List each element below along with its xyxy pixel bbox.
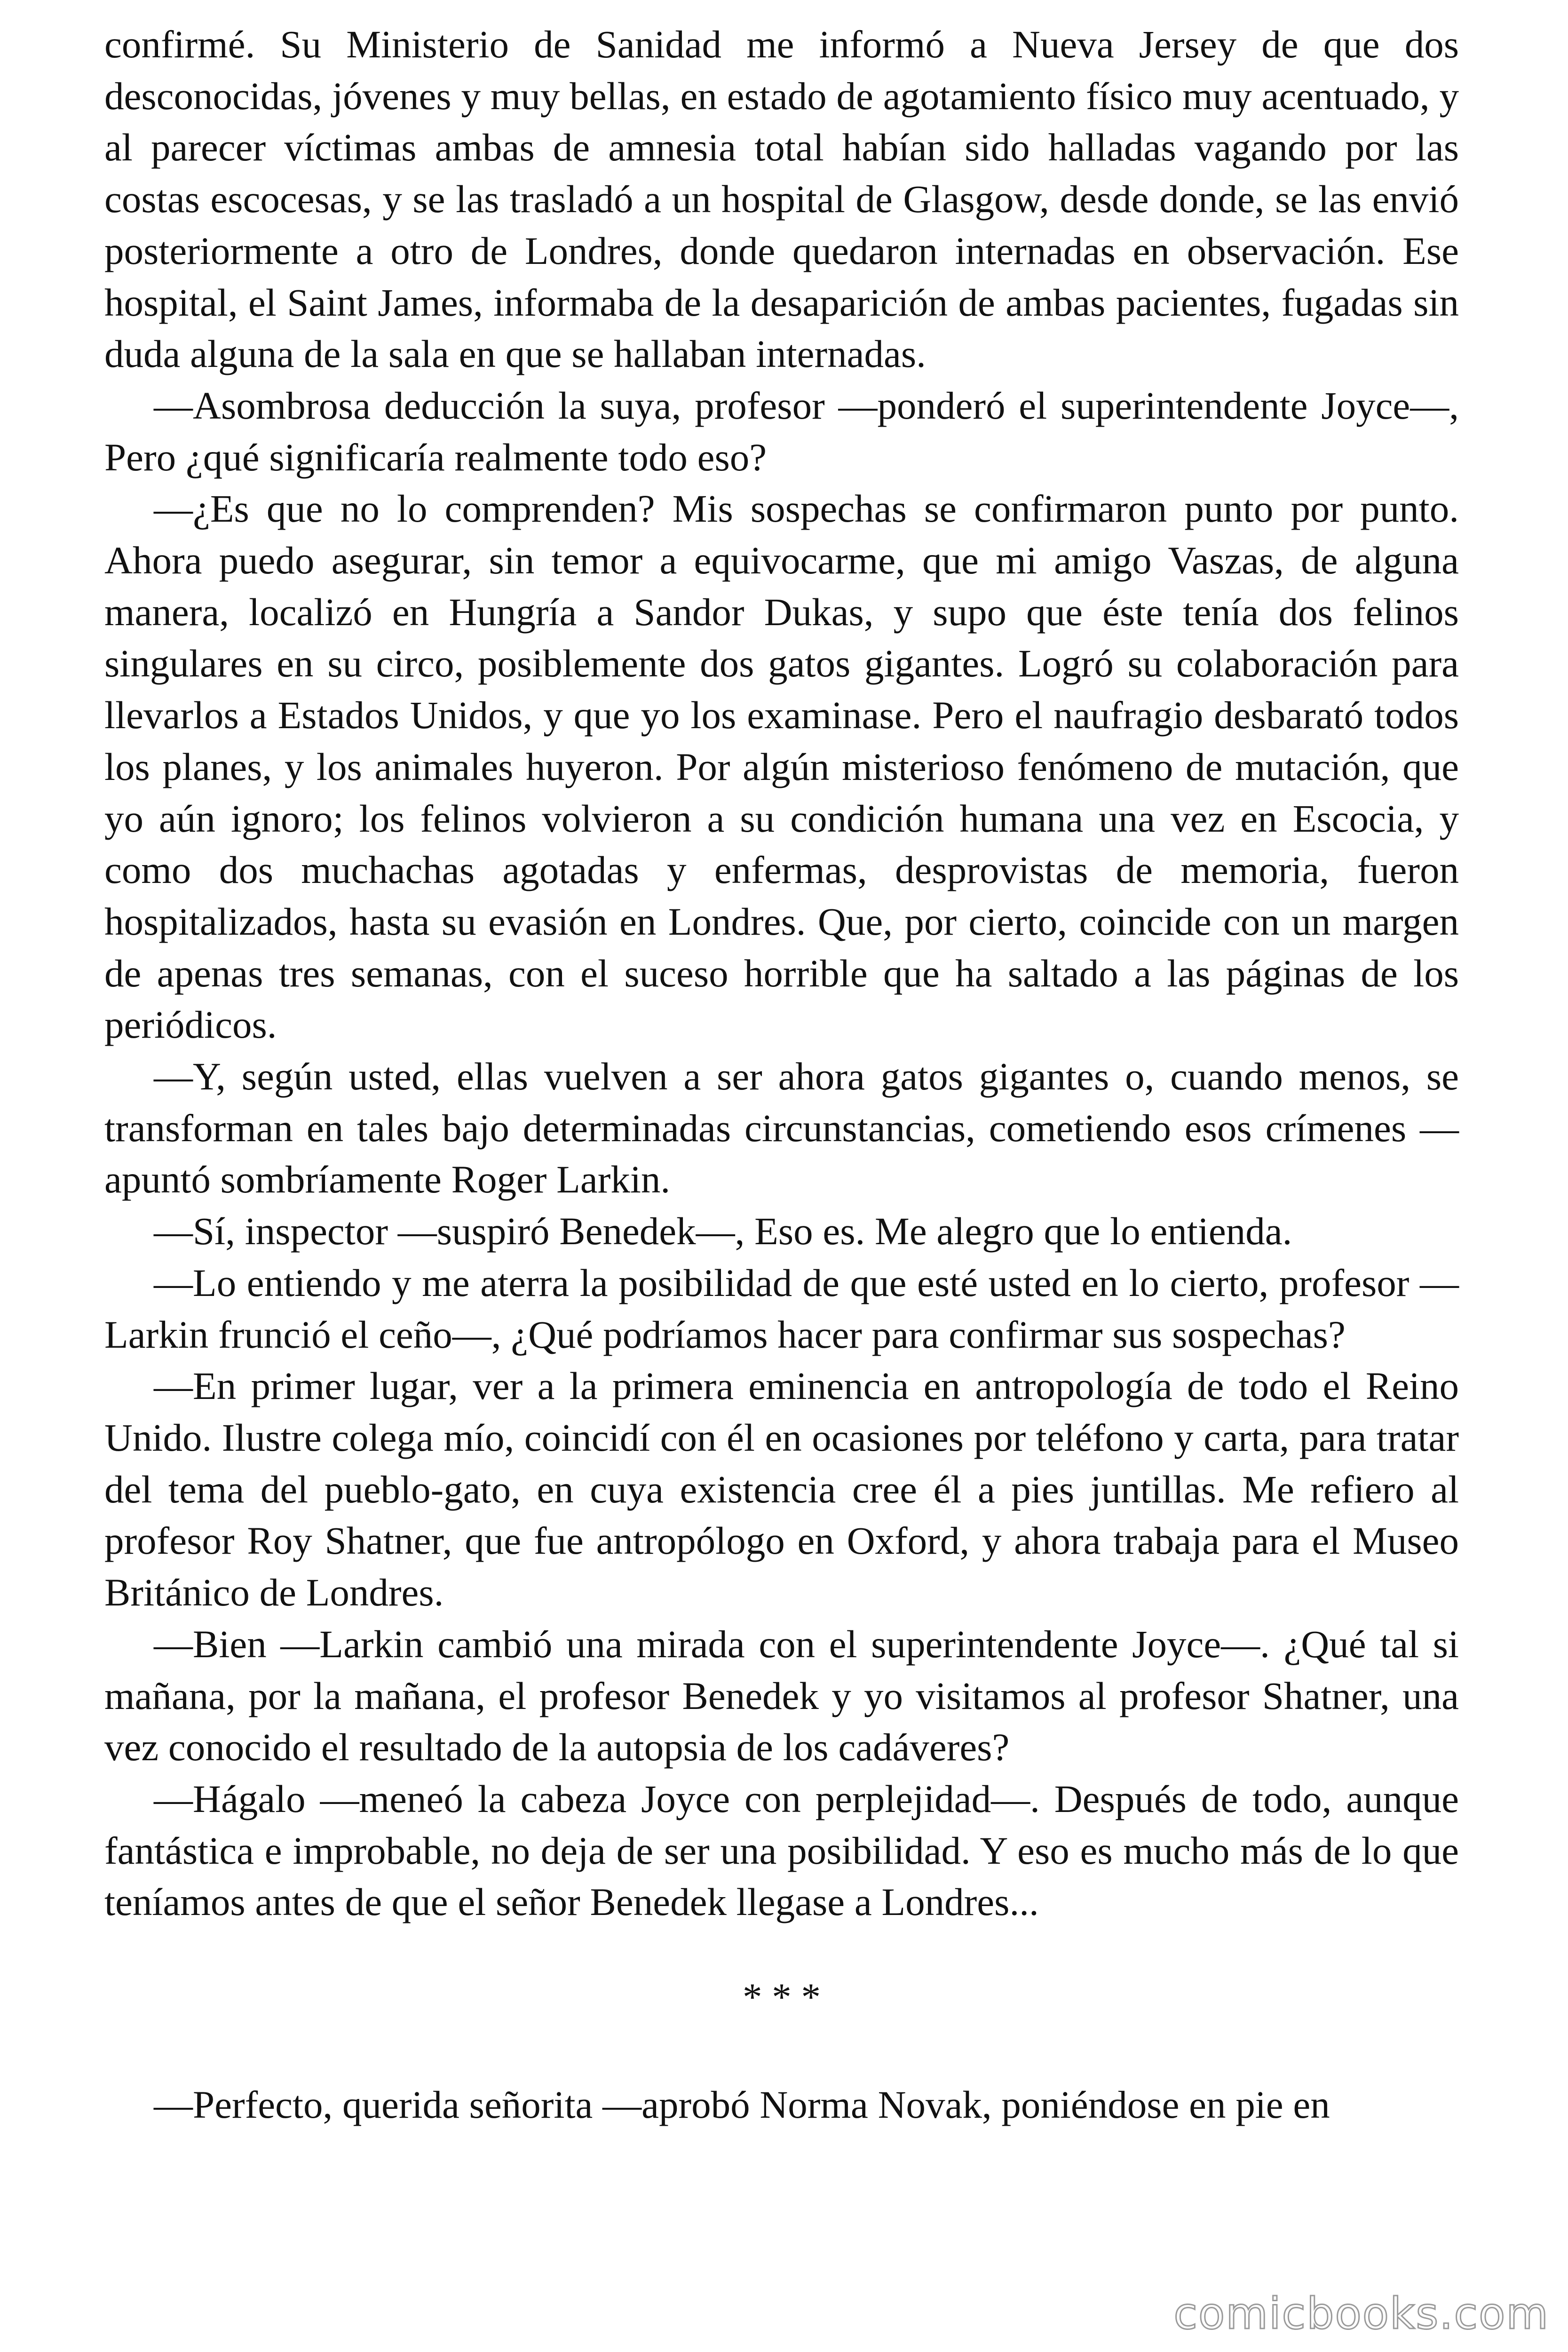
scene-separator: * * * <box>743 1975 821 2019</box>
paragraph-dialogue-benedek-reply: —Sí, inspector —suspiró Benedek—, Eso es. Me alegro que lo entienda. <box>154 1209 1292 1253</box>
watermark-logo: comicbooks.com <box>1173 2288 1549 2339</box>
paragraph-dialogue-larkin-question: —Lo entiendo y me aterra la posibilidad de que esté usted en lo cierto, profesor —Larkin frunció el ceño—, ¿Qué podríamos hacer para confirmar sus sospechas? <box>104 1261 1459 1356</box>
paragraph-continuation: confirmé. Su Ministerio de Sanidad me informó a Nueva Jersey de que dos desconocidas, jóvenes y muy bellas, en estado de agotamiento físico muy acentuado, y al parecer víctimas ambas de amnesia total habían sido halladas vagando por las costas escocesas, y se las trasladó a un hospital de Glasgow, desde donde, se las envió posteriormente a otro de Londres, donde quedaron internadas en observación. Ese hospital, el Saint James, informaba de la desaparición de ambas pacientes, fugadas sin duda alguna de la sala en que se hallaban internadas. <box>104 23 1459 376</box>
paragraph-dialogue-benedek-shatner: —En primer lugar, ver a la primera eminencia en antropología de todo el Reino Unido. Ilustre colega mío, coincidí con él en ocasiones por teléfono y carta, para tratar del tema del pueblo-gato, en cuya existencia cree él a pies juntillas. Me refiero al profesor Roy Shatner, que fue antropólogo en Oxford, y ahora trabaja para el Museo Británico de Londres. <box>104 1364 1459 1614</box>
paragraph-final-line: —Perfecto, querida señorita —aprobó Norma Novak, poniéndose en pie en <box>154 2082 1330 2126</box>
page-body-text <box>104 19 1459 2130</box>
paragraph-dialogue-benedek: —¿Es que no lo comprenden? Mis sospechas se confirmaron punto por punto. Ahora puedo asegurar, sin temor a equivocarme, que mi amigo Vaszas, de alguna manera, localizó en Hungría a Sandor Dukas, y supo que éste tenía dos felinos singulares en su circo, posiblemente dos gatos gigantes. Logró su colaboración para llevarlos a Estados Unidos, y que yo los examinase. Pero el naufragio desbarató todos los planes, y los animales huyeron. Por algún misterioso fenómeno de mutación, que yo aún ignoro; los felinos volvieron a su condición humana una vez en Escocia, y como dos muchachas agotadas y enfermas, desprovistas de memoria, fueron hospitalizados, hasta su evasión en Londres. Que, por cierto, coincide con un margen de apenas tres semanas, con el suceso horrible que ha saltado a las páginas de los periódicos. <box>104 487 1459 1047</box>
paragraph-dialogue-joyce-reply: —Hágalo —meneó la cabeza Joyce con perplejidad—. Después de todo, aunque fantástica e improbable, no deja de ser una posibilidad. Y eso es mucho más de lo que teníamos antes de que el señor Benedek llegase a Londres... <box>104 1777 1459 1924</box>
paragraph-dialogue-joyce: —Asombrosa deducción la suya, profesor —ponderó el superintendente Joyce—, Pero ¿qué significaría realmente todo eso? <box>104 383 1459 479</box>
paragraph-dialogue-larkin: —Y, según usted, ellas vuelven a ser ahora gatos gigantes o, cuando menos, se transforman en tales bajo determinadas circunstancias, cometiendo esos crímenes —apuntó sombríamente Roger Larkin. <box>104 1055 1459 1201</box>
paragraph-dialogue-larkin-plan: —Bien —Larkin cambió una mirada con el superintendente Joyce—. ¿Qué tal si mañana, por la mañana, el profesor Benedek y yo visitamos al profesor Shatner, una vez conocido el resultado de la autopsia de los cadáveres? <box>104 1622 1459 1769</box>
